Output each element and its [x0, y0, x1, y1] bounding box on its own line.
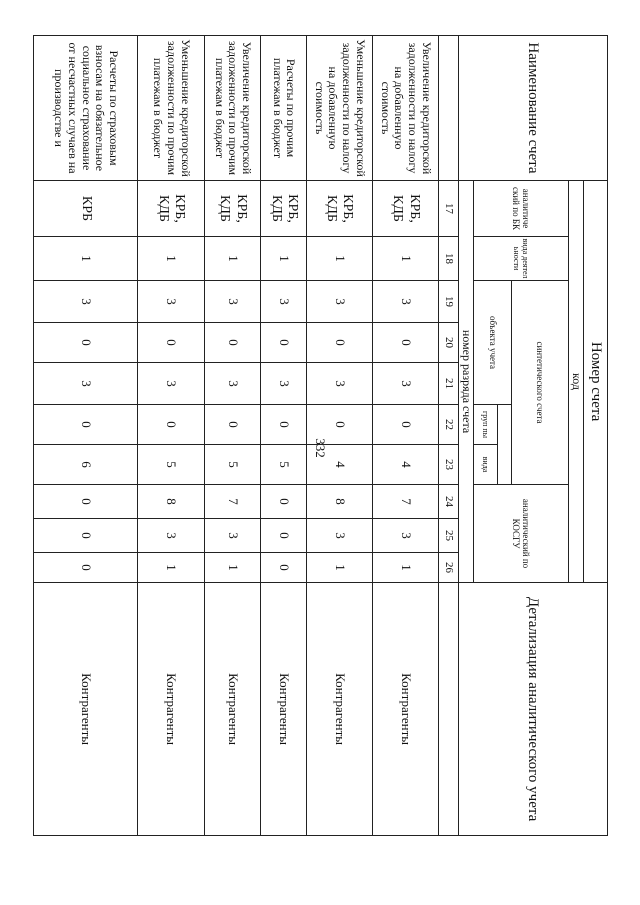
header-activity-type: вида деятел ьности — [473, 237, 568, 281]
cell-d25: 0 — [33, 519, 137, 553]
cell-d20: 0 — [372, 323, 438, 363]
cell-d19: 3 — [137, 281, 203, 323]
cell-d23: 6 — [33, 445, 137, 485]
digit-26: 26 — [438, 553, 458, 583]
cell-d20: 0 — [306, 323, 372, 363]
cell-d24: 7 — [204, 485, 261, 519]
table-row — [260, 36, 305, 836]
cell-d26: 1 — [204, 553, 261, 583]
cell-d19: 3 — [260, 281, 305, 323]
cell-d24: 8 — [306, 485, 372, 519]
cell-d18: 1 — [260, 237, 305, 281]
bk-code: КРБ, КДБ — [260, 181, 305, 237]
cell-d18: 1 — [204, 237, 261, 281]
table-row — [306, 36, 372, 836]
header-name: Наименование счета — [458, 36, 607, 181]
cell-d23: 4 — [372, 445, 438, 485]
digit-25: 25 — [438, 519, 458, 553]
cell-d24: 0 — [33, 485, 137, 519]
cell-d22: 0 — [372, 405, 438, 445]
cell-d20: 0 — [204, 323, 261, 363]
table-row — [33, 36, 137, 836]
bk-code: КРБ, КДБ — [372, 181, 438, 237]
cell-d22: 0 — [306, 405, 372, 445]
digit-23: 23 — [438, 445, 458, 485]
cell-d18: 1 — [137, 237, 203, 281]
header-group-kind-band — [497, 405, 511, 485]
rotated-table-container — [33, 35, 608, 835]
bk-code: КРБ, КДБ — [306, 181, 372, 237]
cell-d21: 3 — [33, 363, 137, 405]
cell-d19: 3 — [372, 281, 438, 323]
table-row — [204, 36, 261, 836]
cell-d23: 5 — [204, 445, 261, 485]
cell-d24: 8 — [137, 485, 203, 519]
cell-d25: 3 — [372, 519, 438, 553]
account-name: Увеличение кредиторской задолженности по прочим платежам в бюджет — [204, 36, 261, 181]
header-kosgu: аналитический по КОСГУ — [473, 485, 568, 583]
digits-row — [438, 36, 458, 836]
cell-d25: 3 — [204, 519, 261, 553]
cell-d21: 3 — [260, 363, 305, 405]
table-row — [137, 36, 203, 836]
cell-d21: 3 — [204, 363, 261, 405]
header-kind: вида — [473, 445, 497, 485]
account-name: Уменьшение кредиторской задолженности по прочим платежам в бюджет — [137, 36, 203, 181]
cell-d18: 1 — [33, 237, 137, 281]
detail-cell: Контрагенты — [306, 583, 372, 836]
account-name: Уменьшение кредиторской задолженности по налогу на добавленную стоимость — [306, 36, 372, 181]
cell-d26: 0 — [260, 553, 305, 583]
cell-d22: 0 — [33, 405, 137, 445]
header-bk-analytic: аналитиче ский по БК — [473, 181, 568, 237]
header-detail: Детализация аналитического учета — [458, 583, 607, 836]
header-account-number: Номер счета — [583, 181, 607, 583]
account-name: Увеличение кредиторской задолженности по налогу на добавленную стоимость — [372, 36, 438, 181]
digit-24: 24 — [438, 485, 458, 519]
cell-d18: 1 — [372, 237, 438, 281]
digit-18: 18 — [438, 237, 458, 281]
account-name: Расчеты по прочим платежам в бюджет — [260, 36, 305, 181]
cell-d21: 3 — [137, 363, 203, 405]
cell-d22: 0 — [204, 405, 261, 445]
cell-d22: 0 — [137, 405, 203, 445]
cell-d25: 3 — [137, 519, 203, 553]
digit-21: 21 — [438, 363, 458, 405]
cell-d20: 0 — [33, 323, 137, 363]
cell-d19: 3 — [204, 281, 261, 323]
detail-digit-empty-cell — [438, 583, 458, 836]
cell-d23: 4 — [306, 445, 372, 485]
cell-d24: 0 — [260, 485, 305, 519]
detail-cell: Контрагенты — [260, 583, 305, 836]
cell-d19: 3 — [306, 281, 372, 323]
digit-22: 22 — [438, 405, 458, 445]
header-synthetic: синтетического счета — [511, 281, 568, 485]
digit-17: 17 — [438, 181, 458, 237]
cell-d21: 3 — [306, 363, 372, 405]
cell-d20: 0 — [137, 323, 203, 363]
cell-d20: 0 — [260, 323, 305, 363]
bk-code: КРБ — [33, 181, 137, 237]
detail-cell: Контрагенты — [33, 583, 137, 836]
cell-d25: 0 — [260, 519, 305, 553]
cell-d23: 5 — [137, 445, 203, 485]
cell-d21: 3 — [372, 363, 438, 405]
detail-cell: Контрагенты — [372, 583, 438, 836]
cell-d26: 1 — [306, 553, 372, 583]
accounts-table — [33, 35, 608, 836]
cell-d22: 0 — [260, 405, 305, 445]
cell-d26: 1 — [372, 553, 438, 583]
cell-d19: 3 — [33, 281, 137, 323]
bk-code: КРБ, КДБ — [204, 181, 261, 237]
header-code: код — [568, 181, 583, 583]
account-name: Расчеты по страховым взносам на обязательное социальное страхование от несчастных случаев на производстве и — [33, 36, 137, 181]
digit-empty-cell — [438, 36, 458, 181]
bk-code: КРБ, КДБ — [137, 181, 203, 237]
detail-cell: Контрагенты — [204, 583, 261, 836]
detail-cell: Контрагенты — [137, 583, 203, 836]
digit-19: 19 — [438, 281, 458, 323]
header-object: объекта учета — [473, 281, 511, 405]
header-group: груп пы — [473, 405, 497, 445]
cell-d23: 5 — [260, 445, 305, 485]
digit-20: 20 — [438, 323, 458, 363]
page-number: 332 — [313, 438, 328, 458]
cell-d24: 7 — [372, 485, 438, 519]
header-digit-number: номер разряда счета — [458, 181, 473, 583]
cell-d26: 0 — [33, 553, 137, 583]
cell-d26: 1 — [137, 553, 203, 583]
cell-d18: 1 — [306, 237, 372, 281]
table-row — [372, 36, 438, 836]
cell-d25: 3 — [306, 519, 372, 553]
